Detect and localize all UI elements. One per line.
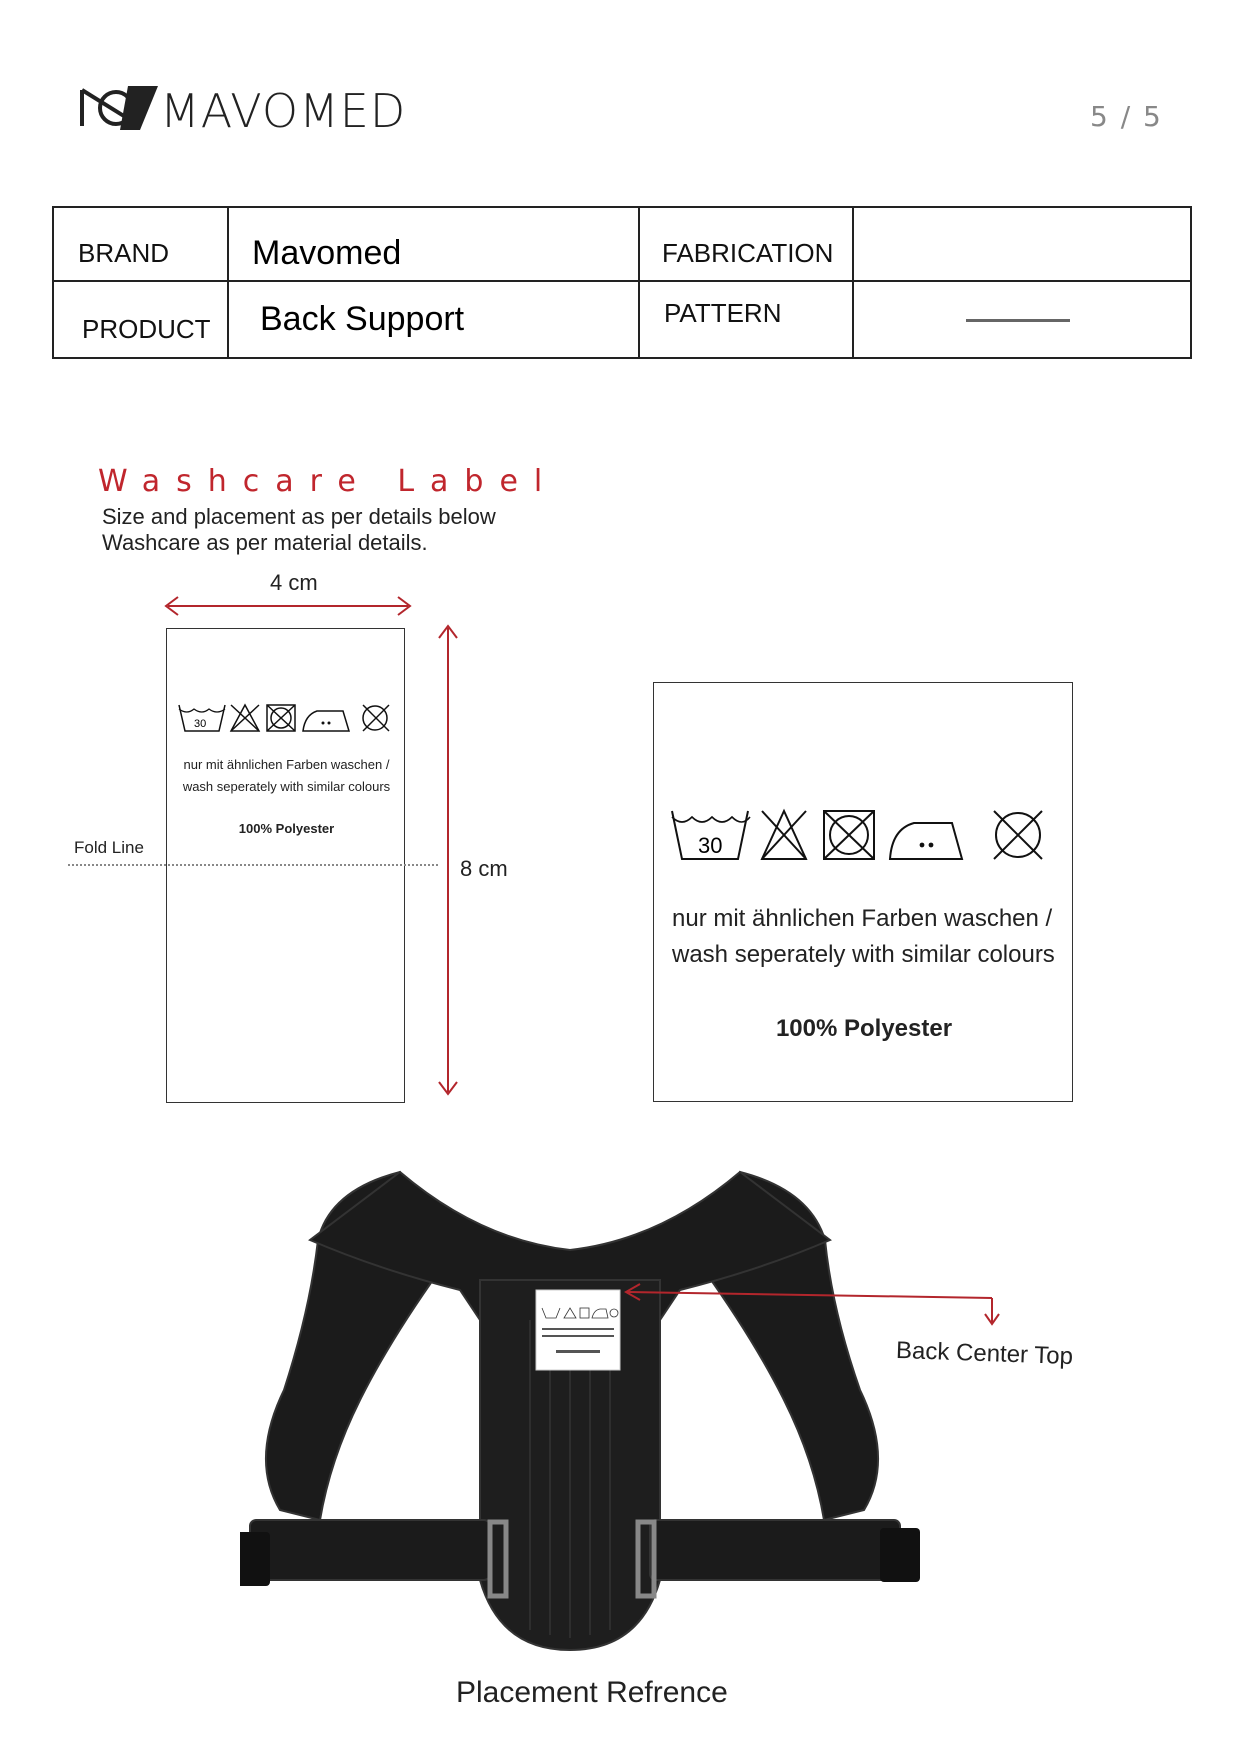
care-symbols-row	[177, 701, 397, 735]
care-instruction-text: nur mit ähnlichen Farben waschen /	[183, 757, 390, 772]
no-dry-clean-icon	[994, 811, 1042, 859]
washcare-subtitle: Size and placement as per details below	[102, 504, 496, 529]
page-number: 5 / 5	[1090, 100, 1163, 133]
svg-text:30: 30	[698, 833, 723, 858]
svg-text:30: 30	[194, 718, 207, 730]
pattern-label: PATTERN	[664, 298, 782, 328]
back-support-illustration	[240, 1160, 920, 1660]
no-bleach-icon	[762, 811, 806, 859]
wash-30-icon	[672, 811, 750, 859]
brand-value: Mavomed	[252, 234, 402, 272]
table-divider	[54, 280, 1190, 282]
table-divider	[638, 208, 640, 357]
no-dry-clean-icon	[363, 705, 389, 731]
iron-medium-icon	[890, 823, 962, 859]
iron-medium-icon	[303, 711, 349, 731]
washcare-title: Washcare Label	[98, 464, 559, 499]
brand-label: BRAND	[78, 238, 170, 268]
care-symbols-row	[670, 805, 1060, 865]
no-tumble-dry-icon	[824, 811, 874, 859]
no-tumble-dry-icon	[267, 705, 295, 731]
width-dimension-arrow-icon	[160, 594, 416, 618]
care-instruction-text: wash seperately with similar colours	[672, 941, 1055, 968]
washcare-label-large	[653, 682, 1073, 1102]
fold-line	[68, 864, 438, 866]
no-bleach-icon	[231, 705, 259, 731]
height-dimension-arrow-icon	[436, 620, 460, 1100]
back-center-top-label: Back Center Top	[895, 1336, 1074, 1371]
table-divider	[852, 208, 854, 357]
pattern-blank-line	[966, 319, 1070, 322]
table-divider	[227, 208, 229, 357]
fold-line-label: Fold Line	[74, 838, 144, 857]
material-text: 100% Polyester	[775, 1015, 953, 1042]
product-value: Back Support	[260, 300, 465, 338]
material-text: 100% Polyester	[238, 821, 335, 836]
placement-reference-caption: Placement Refrence	[456, 1676, 728, 1709]
height-dimension-label: 8 cm	[460, 856, 508, 881]
product-label: PRODUCT	[82, 314, 211, 344]
fabrication-label: FABRICATION	[662, 238, 834, 268]
care-instruction-text: wash seperately with similar colours	[182, 779, 391, 794]
brand-logo-text: MAVOMED	[160, 84, 407, 138]
washcare-subtitle: Washcare as per material details.	[102, 530, 428, 555]
placement-pointer-arrow-icon	[620, 1280, 1000, 1330]
wash-30-icon	[179, 705, 225, 731]
spec-table	[52, 206, 1192, 359]
width-dimension-label: 4 cm	[270, 570, 318, 595]
care-instruction-text: nur mit ähnlichen Farben waschen /	[672, 905, 1053, 932]
